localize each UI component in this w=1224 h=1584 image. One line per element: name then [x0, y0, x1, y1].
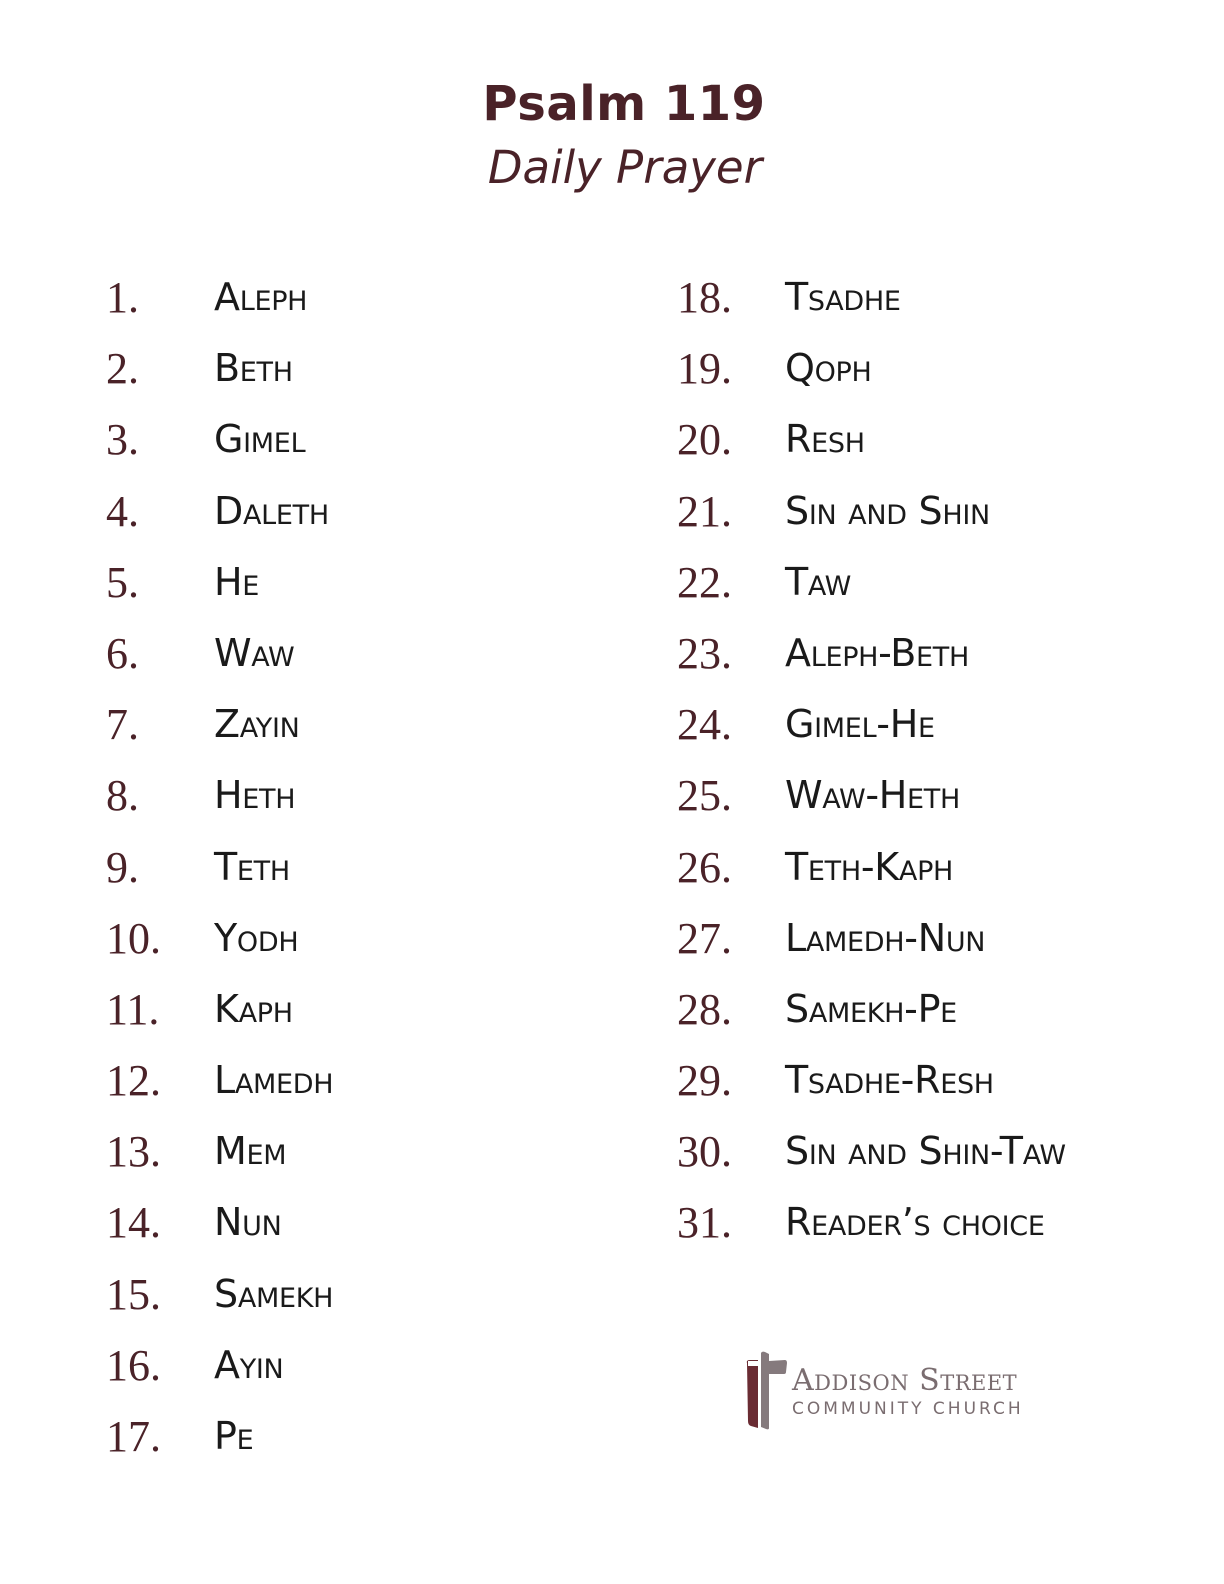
item-name: Lamedh-Nun — [785, 915, 986, 960]
item-name: Kaph — [214, 986, 293, 1031]
item-number: 12. — [106, 1056, 161, 1106]
item-name: Nun — [214, 1200, 282, 1245]
item-name: Reader’s choice — [785, 1200, 1045, 1245]
item-name: Gimel — [214, 417, 306, 462]
item-number: 20. — [677, 415, 732, 465]
logo-text-subtitle: COMMUNITY CHURCH — [792, 1399, 1024, 1419]
item-number: 29. — [677, 1056, 732, 1106]
item-number: 15. — [106, 1269, 161, 1319]
item-name: Aleph-Beth — [785, 630, 969, 675]
church-logo — [744, 1350, 1089, 1430]
item-name: He — [214, 559, 260, 604]
item-name: Mem — [214, 1129, 287, 1174]
item-name: Zayin — [214, 702, 300, 747]
item-number: 7. — [106, 700, 139, 750]
item-number: 14. — [106, 1198, 161, 1248]
item-number: 19. — [677, 344, 732, 394]
item-name: Qoph — [785, 346, 872, 391]
item-number: 10. — [106, 913, 161, 963]
page-subtitle: Daily Prayer — [487, 141, 763, 194]
item-number: 9. — [106, 842, 139, 892]
item-name: Daleth — [214, 488, 329, 533]
item-number: 28. — [677, 984, 732, 1034]
item-name: Taw — [785, 559, 852, 604]
page-title: Psalm 119 — [482, 76, 766, 132]
item-name: Waw — [214, 630, 295, 675]
item-name: Aleph — [214, 275, 308, 319]
item-name: Lamedh — [214, 1058, 334, 1103]
item-number: 24. — [677, 700, 732, 750]
item-name: Heth — [214, 773, 296, 818]
item-name: Teth-Kaph — [785, 844, 954, 889]
item-name: Sin and Shin — [785, 488, 990, 533]
item-number: 2. — [106, 344, 139, 394]
item-name: Tsadhe — [785, 275, 901, 319]
item-number: 22. — [677, 557, 732, 607]
item-name: Resh — [785, 417, 865, 462]
item-number: 27. — [677, 913, 732, 963]
item-number: 13. — [106, 1127, 161, 1177]
item-name: Samekh-Pe — [785, 986, 957, 1031]
item-name: Sin and Shin-Taw — [785, 1129, 1066, 1174]
item-name: Ayin — [214, 1342, 284, 1387]
item-number: 25. — [677, 771, 732, 821]
item-number: 18. — [677, 273, 732, 322]
item-number: 5. — [106, 557, 139, 607]
item-number: 16. — [106, 1340, 161, 1390]
item-name: Pe — [214, 1414, 254, 1458]
item-name: Tsadhe-Resh — [785, 1058, 994, 1103]
item-number: 1. — [106, 273, 139, 322]
item-number: 21. — [677, 486, 732, 536]
item-number: 3. — [106, 415, 139, 465]
item-name: Teth — [214, 844, 290, 889]
item-number: 6. — [106, 628, 139, 678]
item-number: 31. — [677, 1198, 732, 1248]
cross-icon — [744, 1350, 788, 1430]
item-name: Waw-Heth — [785, 773, 961, 818]
logo-text-name: Addison Street — [792, 1363, 1018, 1398]
item-name: Beth — [214, 346, 293, 391]
item-number: 17. — [106, 1412, 161, 1461]
item-number: 23. — [677, 628, 732, 678]
item-name: Yodh — [214, 915, 299, 960]
item-name: Gimel-He — [785, 702, 935, 747]
item-number: 30. — [677, 1127, 732, 1177]
item-number: 26. — [677, 842, 732, 892]
item-number: 11. — [106, 984, 160, 1034]
item-number: 8. — [106, 771, 139, 821]
item-number: 4. — [106, 486, 139, 536]
item-name: Samekh — [214, 1271, 334, 1316]
